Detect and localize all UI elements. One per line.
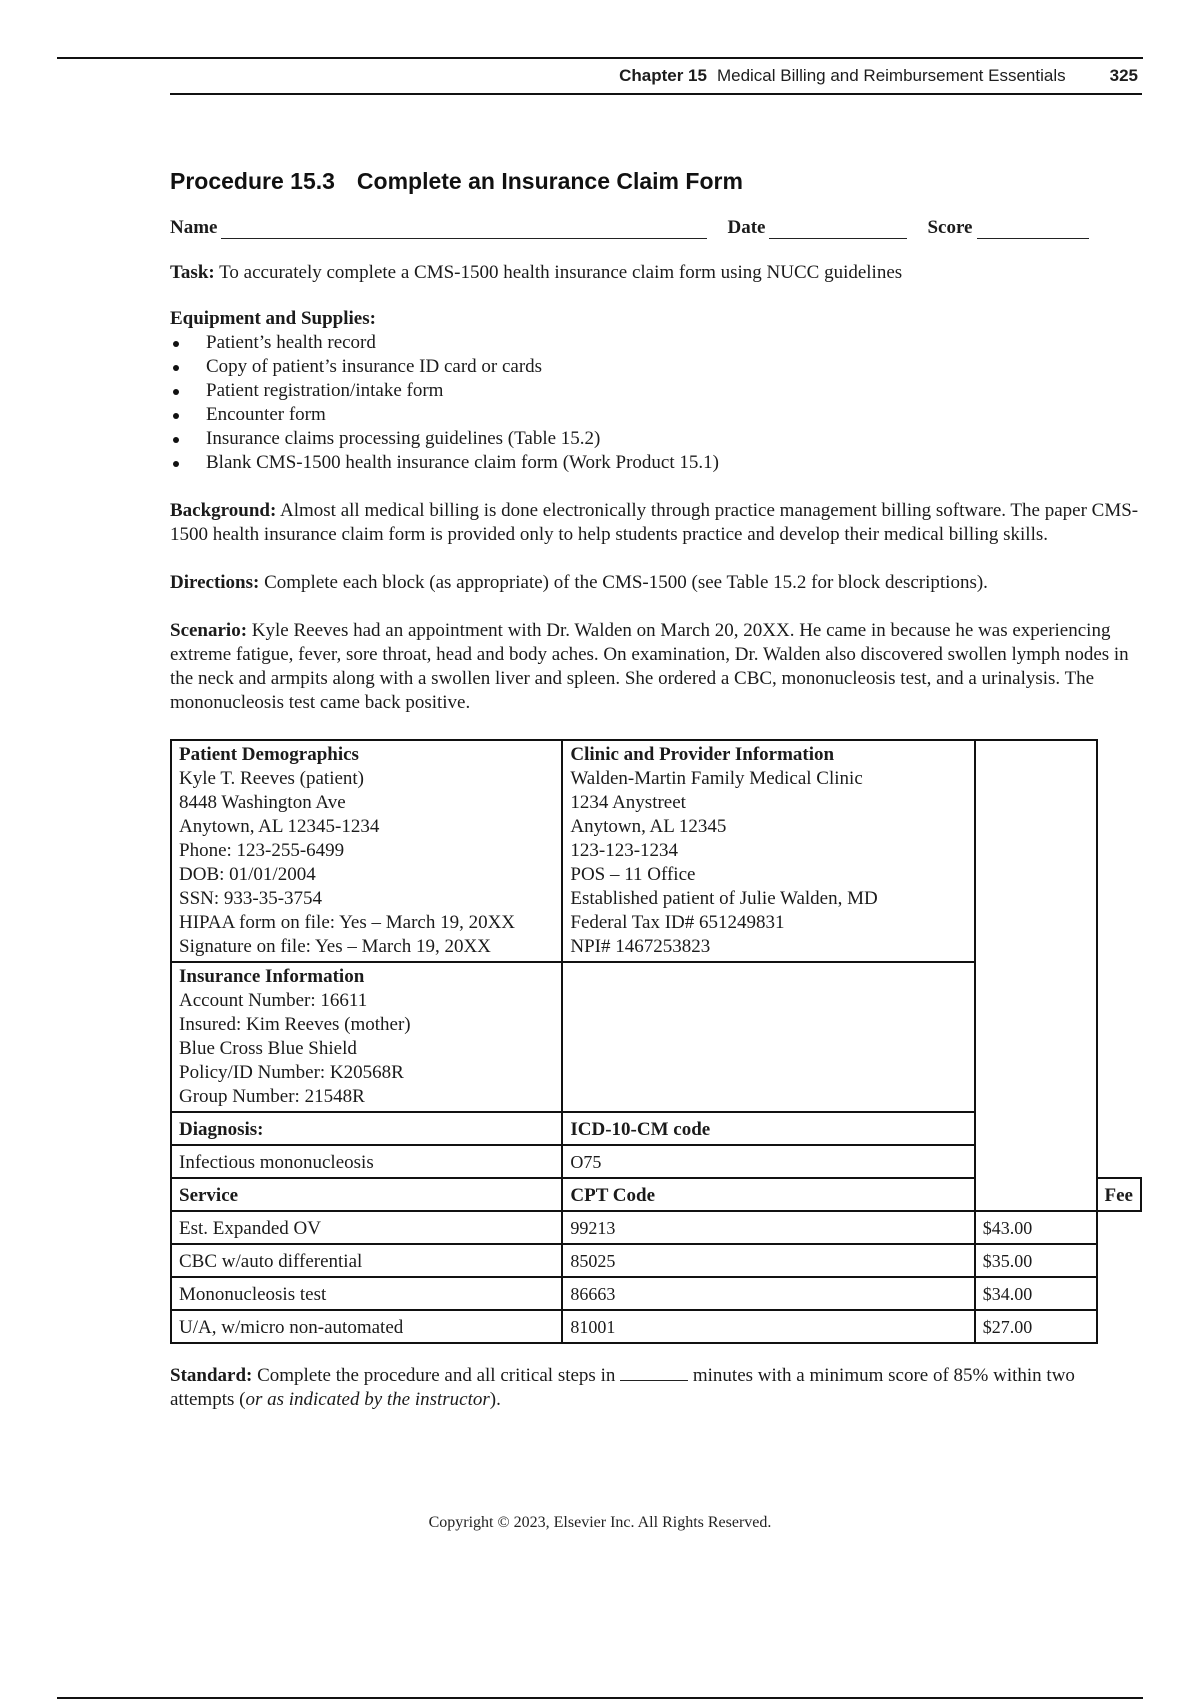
diagnosis-name-cell: Infectious mononucleosis bbox=[171, 1145, 562, 1178]
clinic-provider-heading: Clinic and Provider Information bbox=[570, 744, 835, 765]
insurance-info-lines bbox=[179, 989, 554, 1109]
directions-text: Complete each block (as appropriate) of the CMS-1500 (see Table 15.2 for block descriptions). bbox=[264, 572, 988, 593]
insurance-line: Insured: Kim Reeves (mother) bbox=[179, 1014, 411, 1035]
service-cell: U/A, w/micro non-automated bbox=[171, 1310, 562, 1343]
icd-code-label-cell: ICD-10-CM code bbox=[562, 1112, 974, 1145]
fee-cell: $43.00 bbox=[975, 1211, 1097, 1244]
equipment-item: Encounter form bbox=[170, 403, 1142, 427]
patient-line: Anytown, AL 12345-1234 bbox=[179, 816, 380, 837]
fee-cell: $35.00 bbox=[975, 1244, 1097, 1277]
chapter-title: Medical Billing and Reimbursement Essentials bbox=[716, 66, 1066, 85]
top-rule bbox=[57, 57, 1143, 59]
equipment-item: Insurance claims processing guidelines (Table 15.2) bbox=[170, 427, 1142, 451]
fee-cell: $34.00 bbox=[975, 1277, 1097, 1310]
patient-line: DOB: 01/01/2004 bbox=[179, 864, 316, 885]
cpt-cell: 85025 bbox=[562, 1244, 974, 1277]
procedure-name: Complete an Insurance Claim Form bbox=[356, 168, 743, 194]
directions-label: Directions: bbox=[170, 572, 260, 593]
date-field[interactable] bbox=[769, 222, 907, 239]
service-row bbox=[171, 1310, 1141, 1343]
standard-closing: ). bbox=[489, 1389, 501, 1410]
cpt-cell: 99213 bbox=[562, 1211, 974, 1244]
scenario-text: Kyle Reeves had an appointment with Dr. Walden on March 20, 20XX. He came in because he was experiencing extreme fatigue, fever, sore throat, head and body aches. On examination, Dr. Walden also discovered swollen lymph nodes in the neck and armpits along with a swollen liver and spleen. She ordered a CBC, mononucleosis test, and a urinalysis. The mononucleosis test came back positive. bbox=[170, 620, 1129, 713]
directions-paragraph bbox=[170, 571, 1142, 595]
patient-line: SSN: 933-35-3754 bbox=[179, 888, 323, 909]
cpt-header-cell: CPT Code bbox=[562, 1178, 974, 1211]
fee-header-cell: Fee bbox=[1097, 1178, 1141, 1211]
background-text: Almost all medical billing is done electronically through practice management billing software. The paper CMS-1500 health insurance claim form is provided only to help students practice and develop their medical billing skills. bbox=[170, 500, 1139, 545]
name-date-score-row bbox=[170, 217, 1142, 239]
service-row bbox=[171, 1211, 1141, 1244]
clinic-provider-cell bbox=[562, 740, 974, 962]
clinic-line: Established patient of Julie Walden, MD bbox=[570, 888, 878, 909]
task-paragraph bbox=[170, 261, 1142, 285]
patient-line: Kyle T. Reeves (patient) bbox=[179, 768, 365, 789]
insurance-line: Account Number: 16611 bbox=[179, 990, 368, 1011]
chapter-label: Chapter 15 bbox=[619, 66, 707, 85]
scenario-label: Scenario: bbox=[170, 620, 248, 641]
patient-demographics-heading: Patient Demographics bbox=[179, 744, 359, 765]
equipment-list bbox=[170, 331, 1142, 475]
name-field[interactable] bbox=[221, 222, 707, 239]
equipment-item: Patient’s health record bbox=[170, 331, 1142, 355]
clinic-line: Anytown, AL 12345 bbox=[570, 816, 727, 837]
service-row bbox=[171, 1277, 1141, 1310]
procedure-number: Procedure 15.3 bbox=[170, 168, 335, 194]
clinic-line: NPI# 1467253823 bbox=[570, 936, 711, 957]
equipment-item: Copy of patient’s insurance ID card or cards bbox=[170, 355, 1142, 379]
procedure-title bbox=[170, 168, 1142, 195]
header-rule bbox=[170, 93, 1142, 95]
page-content bbox=[170, 168, 1142, 1412]
patient-line: Signature on file: Yes – March 19, 20XX bbox=[179, 936, 491, 957]
task-label: Task: bbox=[170, 262, 215, 283]
diagnosis-code-cell: O75 bbox=[562, 1145, 974, 1178]
clinic-line: Federal Tax ID# 651249831 bbox=[570, 912, 785, 933]
task-text: To accurately complete a CMS-1500 health insurance claim form using NUCC guidelines bbox=[219, 262, 903, 283]
empty-insurance-side-cell bbox=[562, 962, 974, 1112]
standard-text-after: minutes with a minimum score of 85% within two attempts ( bbox=[170, 1365, 1075, 1410]
cpt-cell: 81001 bbox=[562, 1310, 974, 1343]
service-row bbox=[171, 1244, 1141, 1277]
service-cell: CBC w/auto differential bbox=[171, 1244, 562, 1277]
clinic-provider-lines bbox=[570, 767, 966, 959]
cpt-cell: 86663 bbox=[562, 1277, 974, 1310]
clinic-line: POS – 11 Office bbox=[570, 864, 696, 885]
background-paragraph bbox=[170, 499, 1142, 547]
equipment-item: Blank CMS-1500 health insurance claim form (Work Product 15.1) bbox=[170, 451, 1142, 475]
insurance-line: Blue Cross Blue Shield bbox=[179, 1038, 357, 1059]
name-label: Name bbox=[170, 217, 218, 238]
copyright-footer: Copyright © 2023, Elsevier Inc. All Rights Reserved. bbox=[428, 1514, 772, 1531]
standard-paragraph bbox=[170, 1364, 1142, 1412]
service-header-cell: Service bbox=[171, 1178, 562, 1211]
fee-cell: $27.00 bbox=[975, 1310, 1097, 1343]
score-label: Score bbox=[927, 217, 973, 238]
claim-info-table bbox=[170, 739, 1142, 1344]
scenario-paragraph bbox=[170, 619, 1142, 715]
standard-italic: or as indicated by the instructor bbox=[245, 1389, 490, 1410]
insurance-info-cell bbox=[171, 962, 562, 1112]
empty-side-cell bbox=[975, 740, 1097, 1211]
clinic-line: 123-123-1234 bbox=[570, 840, 679, 861]
standard-text-before: Complete the procedure and all critical steps in bbox=[257, 1365, 616, 1386]
patient-demographics-cell bbox=[171, 740, 562, 962]
service-cell: Est. Expanded OV bbox=[171, 1211, 562, 1244]
insurance-line: Group Number: 21548R bbox=[179, 1086, 365, 1107]
bottom-rule bbox=[57, 1697, 1143, 1699]
patient-demographics-lines bbox=[179, 767, 554, 959]
minutes-blank[interactable] bbox=[620, 1364, 688, 1381]
date-label: Date bbox=[727, 217, 766, 238]
page-number: 325 bbox=[1109, 66, 1138, 85]
running-head bbox=[170, 66, 1138, 86]
patient-line: 8448 Washington Ave bbox=[179, 792, 346, 813]
clinic-line: Walden-Martin Family Medical Clinic bbox=[570, 768, 863, 789]
service-cell: Mononucleosis test bbox=[171, 1277, 562, 1310]
patient-line: Phone: 123-255-6499 bbox=[179, 840, 345, 861]
diagnosis-label-cell: Diagnosis: bbox=[171, 1112, 562, 1145]
standard-label: Standard: bbox=[170, 1365, 253, 1386]
score-field[interactable] bbox=[977, 222, 1089, 239]
clinic-line: 1234 Anystreet bbox=[570, 792, 686, 813]
equipment-item: Patient registration/intake form bbox=[170, 379, 1142, 403]
equipment-heading: Equipment and Supplies: bbox=[170, 308, 376, 329]
background-label: Background: bbox=[170, 500, 277, 521]
patient-line: HIPAA form on file: Yes – March 19, 20XX bbox=[179, 912, 516, 933]
insurance-info-heading: Insurance Information bbox=[179, 966, 365, 987]
insurance-line: Policy/ID Number: K20568R bbox=[179, 1062, 404, 1083]
